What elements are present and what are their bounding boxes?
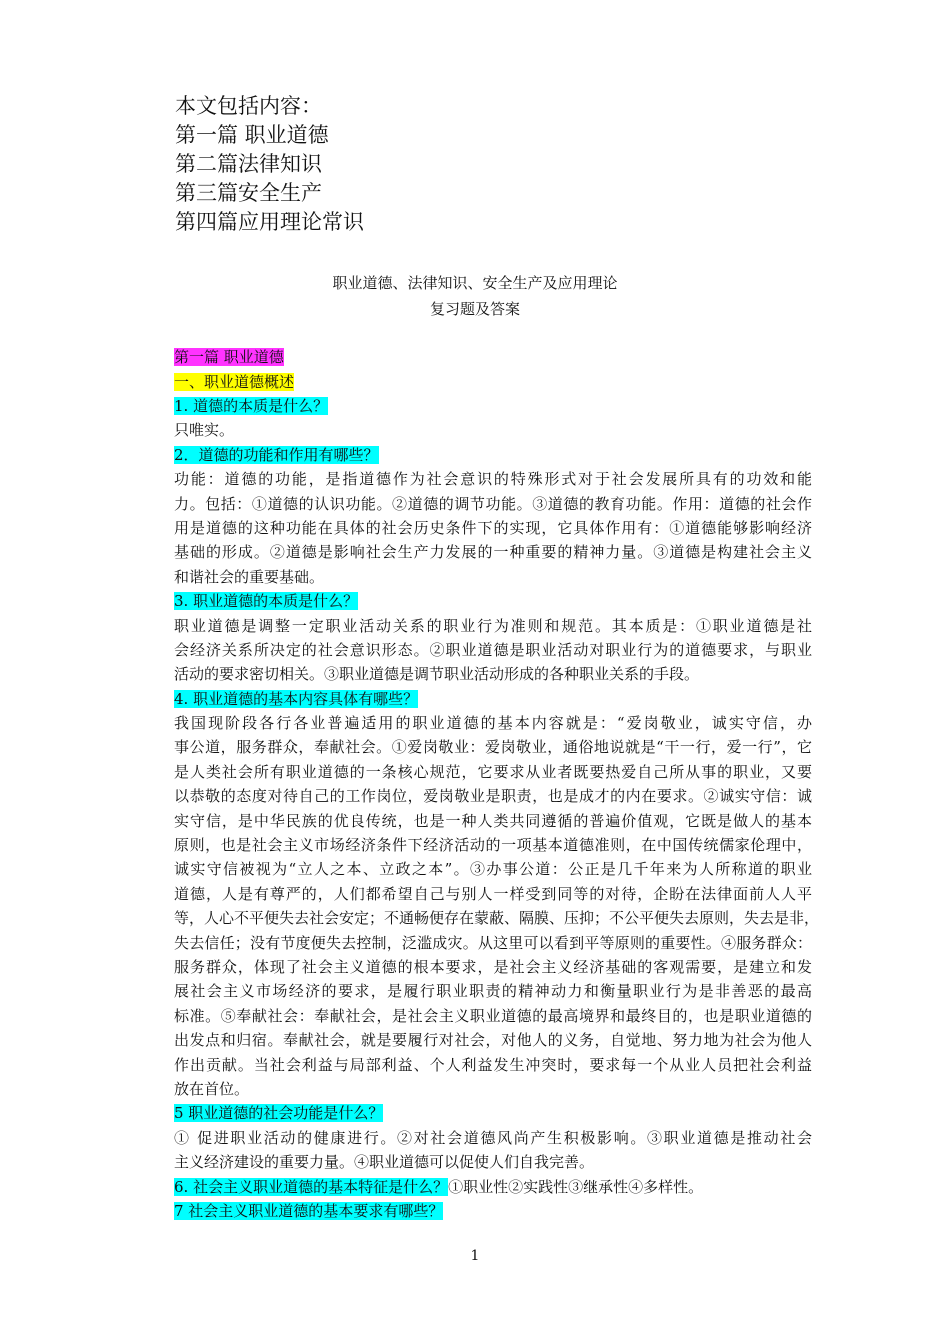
question-5-text: 5 职业道德的社会功能是什么？ — [174, 1104, 384, 1123]
answer-line: 是人类社会所有职业道德的一条核心规范，它要求从业者既要热爱自己所从事的职业，又要 — [174, 762, 812, 781]
answer-line: ① 促进职业活动的健康进行。②对社会道德风尚产生积极影响。③职业道德是推动社会 — [174, 1128, 812, 1147]
question-6 — [174, 1175, 812, 1199]
answer-line: 事公道，服务群众，奉献社会。①爱岗敬业：爱岗敬业，通俗地说就是“干一行，爱一行”，它 — [174, 738, 812, 757]
answer-6-text: ①职业性②实践性③继承性④多样性。 — [448, 1177, 704, 1196]
question-6-text: 6. 社会主义职业道德的基本特征是什么？ — [174, 1177, 449, 1196]
question-3 — [174, 589, 812, 613]
answer-line: 原则，也是社会主义市场经济条件下经济活动的一项基本道德准则，在中国传统儒家伦理中， — [174, 836, 812, 855]
answer-line: 基础的形成。②道德是影响社会生产力发展的一种重要的精神力量。③道德是构建社会主义 — [174, 543, 812, 562]
document-title: 职业道德、法律知识、安全生产及应用理论 — [332, 274, 618, 292]
answer-line: 实守信，是中华民族的优良传统，也是一种人类共同遵循的普遍价值观，它既是做人的基本 — [174, 811, 812, 830]
answer-line: 展社会主义市场经济的要求，是履行职业职责的精神动力和衡量职业行为是非善恶的最高 — [174, 982, 812, 1001]
toc-item: 第三篇安全生产 — [175, 181, 322, 205]
answer-line: 主义经济建设的重要力量。④职业道德可以促使人们自我完善。 — [174, 1153, 595, 1172]
answer-line: 会经济关系所决定的社会意识形态。②职业道德是职业活动对职业行为的道德要求，与职业 — [174, 640, 812, 659]
chapter-heading — [174, 371, 294, 393]
question-2-text: 2．道德的功能和作用有哪些？ — [174, 445, 379, 464]
question-3-text: 3. 职业道德的本质是什么？ — [174, 592, 359, 611]
chapter-heading-text: 一、职业道德概述 — [174, 373, 295, 391]
answer-line: 诚实守信被视为“立人之本、立政之本”。③办事公道：公正是几千年来为人所称道的职业 — [174, 860, 812, 879]
part-heading-text: 第一篇 职业道德 — [174, 348, 284, 366]
question-4 — [174, 687, 812, 711]
answer-line: 作出贡献。当社会利益与局部利益、个人利益发生冲突时，要求每一个从业人员把社会利益 — [174, 1055, 812, 1074]
question-1 — [174, 394, 812, 418]
question-1-text: 1. 道德的本质是什么？ — [174, 397, 329, 415]
answer-line: 活动的要求密切相关。③职业道德是调节职业活动形成的各种职业关系的手段。 — [174, 665, 700, 684]
section-body — [174, 394, 820, 1223]
answer-line: 功能：道德的功能，是指道德作为社会意识的特殊形式对于社会发展所具有的功效和能 — [174, 470, 812, 489]
question-7-text: 7 社会主义职业道德的基本要求有哪些？ — [174, 1201, 444, 1220]
answer-line: 失去信任；没有节度便失去控制，泛滥成灾。从这里可以看到平等原则的重要性。④服务群众： — [174, 933, 812, 952]
answer-line: 放在首位。 — [174, 1079, 250, 1098]
toc-item: 第二篇法律知识 — [175, 152, 322, 176]
answer-line: 力。包括：①道德的认识功能。②道德的调节功能。③道德的教育功能。作用：道德的社会作 — [174, 494, 812, 513]
table-of-contents — [175, 92, 364, 237]
answer-line: 用是道德的这种功能在具体的社会历史条件下的实现，它具体作用有：①道德能够影响经济 — [174, 518, 812, 537]
part-heading — [174, 346, 284, 368]
answer-line: 职业道德是调整一定职业活动关系的职业行为准则和规范。其本质是：①职业道德是社 — [174, 616, 812, 635]
page-number: 1 — [470, 1248, 480, 1264]
answer-line: 道德，人是有尊严的，人们都希望自己与别人一样受到同等的对待，企盼在法律面前人人平 — [174, 884, 812, 903]
answer-line: 以恭敬的态度对待自己的工作岗位，爱岗敬业是职责，也是成才的内在要求。②诚实守信：诚 — [174, 787, 812, 806]
answer-line: 服务群众，体现了社会主义道德的根本要求，是社会主义经济基础的客观需要，是建立和发 — [174, 957, 812, 976]
toc-item: 第一篇 职业道德 — [175, 123, 329, 147]
toc-item: 第四篇应用理论常识 — [175, 210, 364, 234]
toc-heading: 本文包括内容： — [175, 94, 322, 118]
answer-line: 出发点和归宿。奉献社会，就是要履行对社会，对他人的义务，自觉地、努力地为社会为他人 — [174, 1031, 812, 1050]
answer-line: 我国现阶段各行各业普遍适用的职业道德的基本内容就是：“爱岗敬业，诚实守信，办 — [174, 714, 812, 733]
question-5 — [174, 1101, 812, 1125]
answer-line: 等，人心不平便失去社会安定；不通畅便存在蒙蔽、隔膜、压抑；不公平便失去原则，失去是非， — [174, 909, 820, 928]
question-2 — [174, 443, 812, 467]
question-4-text: 4. 职业道德的基本内容具体有哪些？ — [174, 689, 419, 708]
question-7 — [174, 1199, 812, 1223]
answer-line: 标准。⑤奉献社会：奉献社会，是社会主义职业道德的最高境界和最终目的，也是职业道德的 — [174, 1006, 812, 1025]
document-subtitle: 复习题及答案 — [429, 300, 520, 318]
answer-line: 和谐社会的重要基础。 — [174, 567, 325, 586]
answer-1: 只唯实。 — [174, 421, 235, 440]
